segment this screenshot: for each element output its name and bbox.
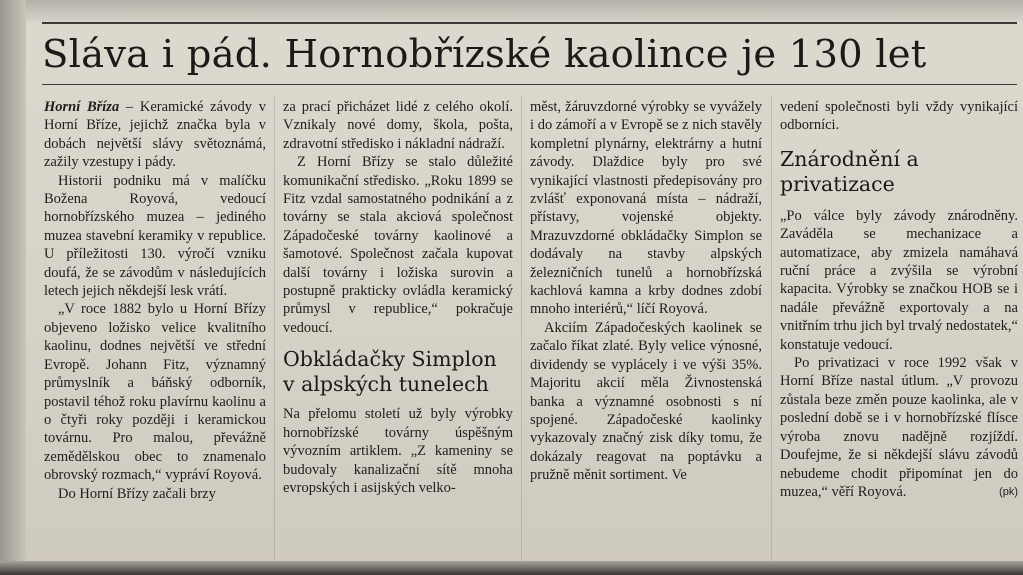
paragraph: za prací přicházet lidé z celého okolí. Vznikaly nové domy, škola, pošta, zdravotní středisko i nákladní nádraží. bbox=[283, 99, 513, 152]
column-divider bbox=[521, 96, 522, 566]
paragraph: Na přelomu století už byly výrobky hornobřízské továrny úspěšným vývozním artiklem. „Z kameniny se budovaly kanalizační sítě mnoha evropských i asijských velko- bbox=[283, 406, 513, 496]
article-column-4 bbox=[780, 98, 1018, 566]
paragraph bbox=[44, 98, 266, 172]
paragraph: Do Horní Břízy začali brzy bbox=[58, 485, 216, 502]
article-headline: Sláva i pád. Hornobřízské kaolince je 130 let bbox=[42, 32, 927, 77]
top-rule bbox=[42, 22, 1017, 24]
paragraph: „Po válce byly závody znárodněny. Zaváděla se mechanizace a automatizace, aby zmizela namáhavá ruční práce a zvýšila se výrobní kapacita. Výrobky se značkou HOB se i nadále převážně exportovaly a na vnitřním trhu jich byl trvalý nedostatek,“ konstatuje vedoucí. bbox=[780, 207, 1018, 353]
subheading-nationalization: Znárodnění a privatizace bbox=[780, 146, 919, 196]
paragraph: Z Horní Břízy se stalo důležité komunikační středisko. „Roku 1899 se Fitz vzdal samostatného podnikání a z továrny se stala akciová společnost Západočeské továrny kaolinové a šamotové. Společnost začala kupovat další továrny i ložiska surovin a postupně prakticky ovládla keramický průmysl v republice,“ pokračuje vedoucí. bbox=[283, 154, 513, 336]
paragraph bbox=[780, 354, 1018, 501]
column-divider bbox=[274, 96, 275, 566]
headline-rule bbox=[42, 84, 1017, 85]
subheading-simplon: Obkládačky Simplon v alpských tunelech bbox=[283, 347, 497, 397]
paragraph: měst, žáruvzdorné výrobky se vyvážely i do zámoří a v Evropě se z nich stavěly kompletní plynárny, elektrárny a hutní závody. Dlaždice byly pro své vynikající vlastnosti předepisovány pro zvlášť exponovaná místa – nádraží, přístavy, vojenské objekty. Mrazuvzdorné obkládačky Simplon se dodávaly na stavby alpských železničních tunelů a hornobřízská kachlová kamna a krby dodnes zdobí mnoho interiérů,“ líčí Royová. bbox=[530, 99, 762, 318]
paper-bottom-edge bbox=[0, 561, 1023, 575]
paragraph-text: – Keramické závody v Horní Bříze, jejichž značka byla v dobách největší slávy světoznámá, zažily vzestupy i pády. bbox=[44, 99, 266, 171]
author-signature: (pk) bbox=[999, 485, 1018, 498]
paper-left-edge bbox=[0, 0, 26, 575]
paragraph: vedení společnosti byli vždy vynikající odborníci. bbox=[780, 99, 1018, 134]
article-column-1 bbox=[44, 98, 266, 566]
paragraph: „V roce 1882 bylo u Horní Břízy objeveno ložisko velice kvalitního kaolinu, dodnes největší ve střední Evropě. Johann Fitz, významný průmyslník a báňský odborník, postavil téhož roku plavírnu kaolinu a o čtyři roky později i keramickou továrnu. Pro malou, převážně zemědělskou obec to znamenalo obrovský rozmach,“ vypráví Royová. bbox=[44, 301, 266, 484]
paragraph: Historii podniku má v malíčku Božena Royová, vedoucí hornobřízského muzea – jediného muzea stavební keramiky v republice. U příležitosti 130. výročí vzniku doufá, že se závodům v následujících letech jejich někdejší lesk vrátí. bbox=[44, 172, 266, 300]
article-column-3 bbox=[530, 98, 762, 566]
paragraph-text: Po privatizaci v roce 1992 však v Horní Bříze nastal útlum. „V provozu zůstala beze změn pouze kaolinka, ale v poslední době se i v hornobřízské flísce výroba znovu nadějně rozjíždí. Doufejme, že si někdejší slávu závodů nebudeme chodit připomínat jen do muzea,“ věří Royová. bbox=[780, 355, 1018, 500]
paper-top-edge bbox=[0, 0, 1023, 22]
article-column-2 bbox=[283, 98, 513, 566]
paragraph: Akciím Západočeských kaolinek se začalo říkat zlaté. Byly velice výnosné, dividendy se vyplácely i ve výši 35%. Majoritu akcií měla Živnostenská banka a významné osobnosti s ní spojené. Západočeské kaolinky vykazovaly značný zisk díky tomu, že dokázaly reagovat na poptávku a pružně měnit sortiment. Ve bbox=[530, 319, 762, 484]
column-divider bbox=[771, 96, 772, 566]
byline-place: Horní Bříza bbox=[44, 99, 120, 115]
